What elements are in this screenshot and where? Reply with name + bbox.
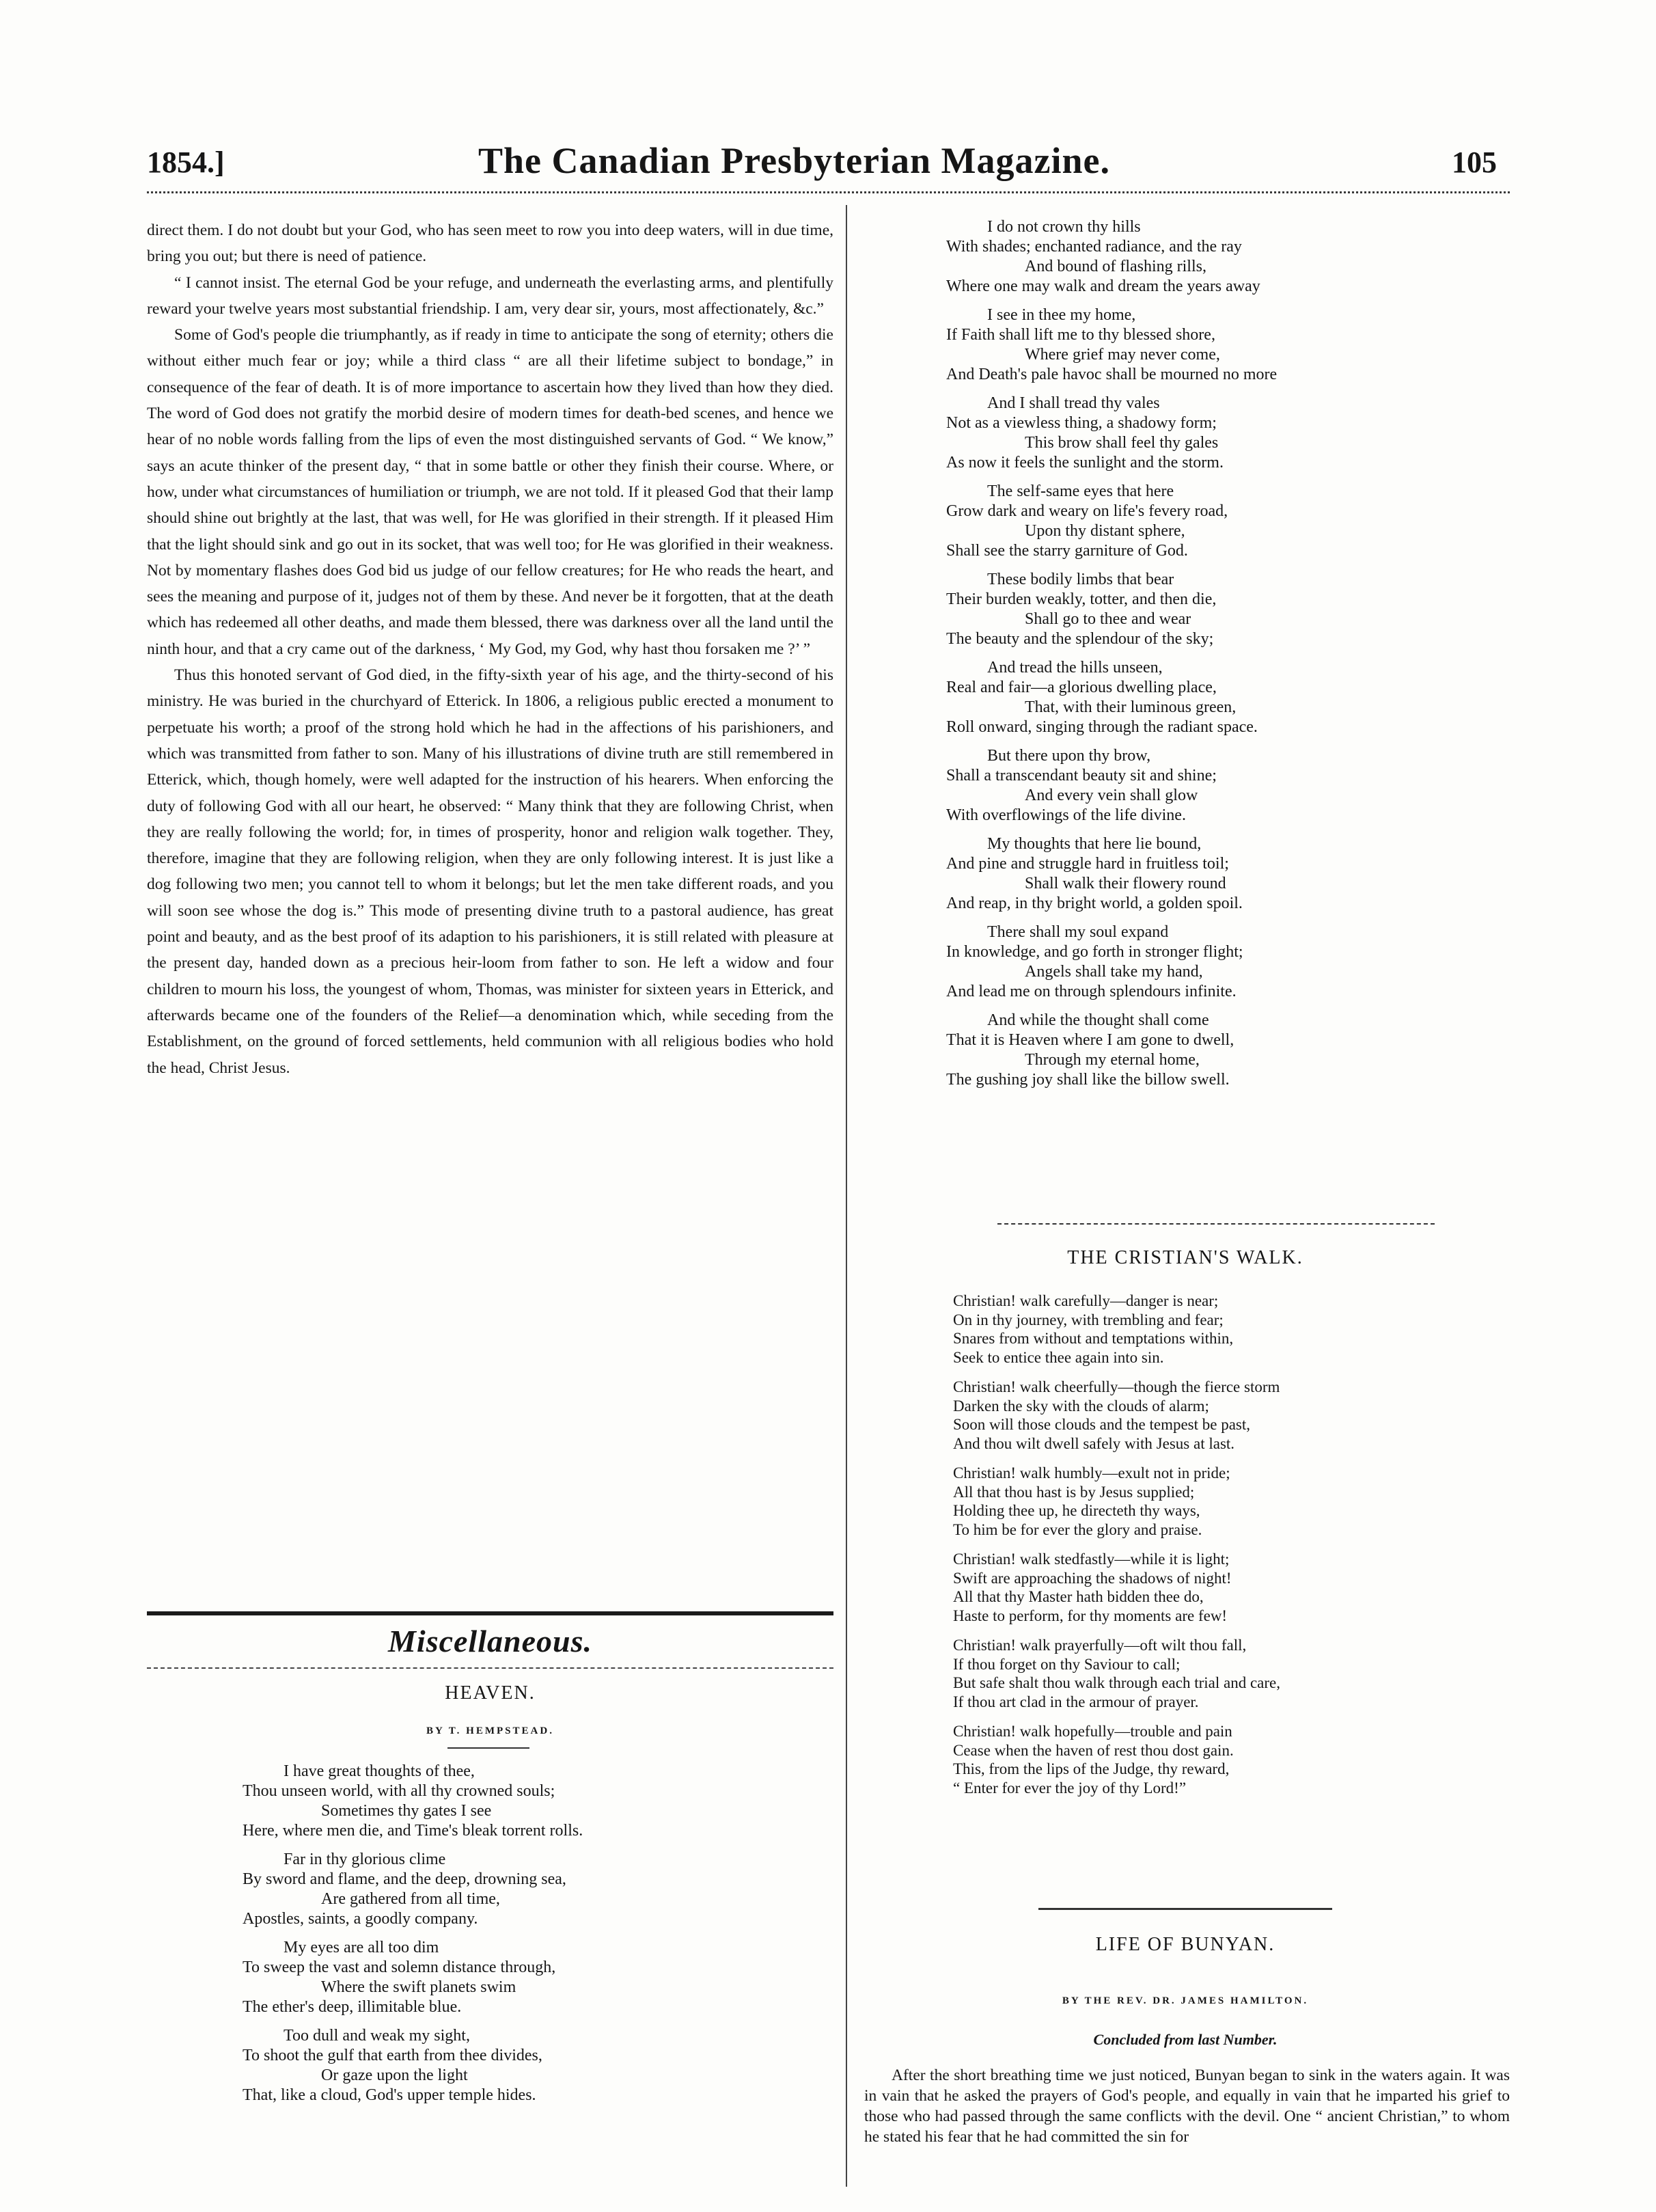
poem-line: That it is Heaven where I am gone to dwell,	[946, 1031, 1234, 1049]
poem-line: There shall my soul expand	[987, 923, 1169, 941]
poem-line: If thou art clad in the armour of prayer.	[953, 1693, 1199, 1710]
paragraph-4: Thus this honoted servant of God died, in the fifty-sixth year of his age, and the thirty-second of his ministry. He was buried in the churchyard of Etterick. In 1806, a religious public erected a monument to perpetuate his worth; a proof of the strong hold which he had in the affections of his parishioners, and which was transmitted from father to son. Many of his illustrations of divine truth are still remembered in Etterick, which, though homely, were well adapted for the instruction of his hearers. When enforcing the duty of following God with all our heart, he observed: “ Many think that they are following Christ, when they are really following the world; for, in times of prosperity, honor and religion walk together. They, therefore, imagine that they are following religion, when they are only following interest. It is just like a dog following two men; you cannot tell to whom it belongs; but let the men take different roads, and you will soon see whose the dog is.” This mode of presenting divine truth to a pastoral audience, has great point and beauty, and as the best proof of its adaption to his parishioners, it is still related with pleasure at the present day, handed down as a precious heir-loom from father to son. He left a widow and four children to mourn his loss, the youngest of whom, Thomas, was minister for sixteen years in Etterick, and afterwards became one of the founders of the Relief—a denomination which, while seceding from the Establishment, on the ground of forced settlements, held communion with all religious bodies who hold the head, Christ Jesus.	[147, 666, 833, 1077]
poem-end-rule	[997, 1223, 1435, 1225]
poem-line: Apostles, saints, a goodly company.	[243, 1910, 478, 1928]
poem-line: Cease when the haven of rest thou dost gain.	[953, 1741, 1234, 1759]
cristians-walk-poem	[953, 1292, 1486, 1808]
poem-line: My thoughts that here lie bound,	[987, 835, 1202, 853]
heaven-poem-left	[243, 1762, 830, 2114]
stanza	[953, 1636, 1486, 1711]
bunyan-paragraph: After the short breathing time we just noticed, Bunyan began to sink in the waters again. It was in vain that he asked the prayers of God's people, and equally in vain that he imparted his grief to those who had passed through the same conflicts with the devil. One “ ancient Christian,” to whom he stated his fear that he had committed the sin for	[864, 2066, 1510, 2146]
poem-line: By sword and flame, and the deep, drowning sea,	[243, 1870, 566, 1888]
poem-line: Too dull and weak my sight,	[284, 2027, 470, 2045]
poem-line: These bodily limbs that bear	[987, 571, 1174, 588]
stanza	[946, 923, 1506, 1002]
stanza	[946, 658, 1506, 737]
header-page-number: 105	[1452, 146, 1497, 179]
section-rule	[147, 1611, 833, 1615]
poem-line: And reap, in thy bright world, a golden spoil.	[946, 895, 1243, 912]
poem-line: “ Enter for ever the joy of thy Lord!”	[953, 1779, 1187, 1797]
left-column	[147, 217, 833, 1081]
poem-line: Not as a viewless thing, a shadowy form;	[946, 414, 1217, 432]
stanza	[953, 1722, 1486, 1797]
poem-line: And thou wilt dwell safely with Jesus at last.	[953, 1434, 1235, 1452]
poem-line: Christian! walk hopefully—trouble and pain	[953, 1723, 1232, 1740]
stanza	[946, 482, 1506, 561]
miscellaneous-heading: Miscellaneous.	[388, 1624, 592, 1658]
poem-line: Through my eternal home,	[1025, 1051, 1200, 1069]
poem-line: Darken the sky with the clouds of alarm;	[953, 1397, 1209, 1415]
bunyan-author: BY THE REV. DR. JAMES HAMILTON.	[1062, 1995, 1309, 2006]
stanza	[243, 1938, 830, 2017]
poem-line: I do not crown thy hills	[987, 218, 1141, 236]
paragraph-3: Some of God's people die triumphantly, as if ready in time to anticipate the song of eternity; others die without either much fear or joy; while a third class “ are all their lifetime subject to bondage,” in consequence of the fear of death. It is of more importance to ascertain how they lived than how they died. The word of God does not gratify the morbid desire of modern times for death-bed scenes, and hence we hear of no noble words falling from the lips of even the most distinguished servants of God. “ We know,” says an acute thinker of the present day, “ that in some battle or other they finish their course. Where, or how, under what circumstances of humiliation or triumph, we are not told. If it pleased God that their lamp should shine out brightly at the last, that was well, for He was glorified in their strength. If it pleased Him that the light should sink and go out in its socket, that was well too; for He was glorified in their weakness. Not by momentary flashes does God bid us judge of our fellow creatures; for He who reads the heart, and sees the meaning and purpose of it, judges not of them by these. And never be it forgotten, that at the death which has redeemed all other deaths, and made them blessed, there was darkness over all the land until the ninth hour, and that a cry came out of the darkness, ‘ My God, my God, why hast thou forsaken me ?’ ”	[147, 326, 833, 658]
poem-line: And tread the hills unseen,	[987, 659, 1163, 677]
poem-line: Far in thy glorious clime	[284, 1851, 446, 1868]
heaven-author: BY T. HEMPSTEAD.	[426, 1725, 554, 1736]
poem-line: If Faith shall lift me to thy blessed shore,	[946, 326, 1215, 344]
poem-line: Snares from without and temptations within,	[953, 1330, 1234, 1347]
poem-line: Christian! walk prayerfully—oft wilt thou fall,	[953, 1637, 1247, 1654]
bunyan-subtitle: Concluded from last Number.	[1093, 2031, 1278, 2048]
poem-line: On in thy journey, with trembling and fear;	[953, 1311, 1224, 1328]
paragraph-1: direct them. I do not doubt but your God, who has seen meet to row you into deep waters, will in due time, bring you out; but there is need of patience.	[147, 221, 833, 266]
poem-line: All that thy Master hath bidden thee do,	[953, 1588, 1204, 1605]
poem-line: In knowledge, and go forth in stronger flight;	[946, 943, 1243, 961]
author-rule	[447, 1747, 529, 1749]
stanza	[946, 394, 1506, 473]
poem-line: Christian! walk stedfastly—while it is light;	[953, 1551, 1230, 1568]
stanza	[946, 1011, 1506, 1090]
poem-line: Where one may walk and dream the years away	[946, 277, 1260, 295]
poem-line: Shall see the starry garniture of God.	[946, 542, 1188, 560]
header-rule	[147, 191, 1510, 193]
paragraph-2: “ I cannot insist. The eternal God be your refuge, and underneath the everlasting arms, and plentifully reward your twelve years most substantial friendship. I am, very dear sir, yours, most affectionately, &c.”	[147, 273, 833, 318]
poem-line: Or gaze upon the light	[321, 2066, 468, 2084]
poem-line: Holding thee up, he directeth thy ways,	[953, 1502, 1200, 1519]
poem-line: And bound of flashing rills,	[1025, 258, 1206, 275]
heaven-poem-right	[946, 217, 1506, 1099]
poem-line: And every vein shall glow	[1025, 787, 1198, 804]
poem-line: Real and fair—a glorious dwelling place,	[946, 679, 1217, 696]
heaven-title: HEAVEN.	[445, 1682, 536, 1704]
header-year: 1854.]	[147, 146, 225, 179]
poem-line: Shall go to thee and wear	[1025, 610, 1191, 628]
stanza	[946, 305, 1506, 385]
stanza	[953, 1378, 1486, 1453]
poem-line: And while the thought shall come	[987, 1011, 1209, 1029]
stanza	[243, 1762, 830, 1841]
poem-line: Upon thy distant sphere,	[1025, 522, 1185, 540]
stanza	[946, 570, 1506, 649]
poem-line: Seek to entice thee again into sin.	[953, 1348, 1164, 1366]
poem-line: Sometimes thy gates I see	[321, 1802, 492, 1820]
poem-line: Are gathered from all time,	[321, 1890, 500, 1908]
poem-line: If thou forget on thy Saviour to call;	[953, 1655, 1181, 1673]
poem-line: But safe shalt thou walk through each trial and care,	[953, 1674, 1281, 1691]
stanza	[243, 1850, 830, 1929]
poem-line: To sweep the vast and solemn distance through,	[243, 1958, 556, 1976]
poem-line: This brow shall feel thy gales	[1025, 434, 1219, 452]
stanza	[953, 1292, 1486, 1367]
stanza	[946, 746, 1506, 825]
poem-line: And lead me on through splendours infinite.	[946, 983, 1237, 1000]
poem-line: With shades; enchanted radiance, and the ray	[946, 238, 1242, 256]
column-divider	[846, 205, 847, 2187]
poem-line: All that thou hast is by Jesus supplied;	[953, 1483, 1195, 1501]
poem-line: As now it feels the sunlight and the storm.	[946, 454, 1224, 472]
cristians-walk-title: THE CRISTIAN'S WALK.	[1067, 1247, 1303, 1268]
poem-line: My eyes are all too dim	[284, 1939, 439, 1956]
poem-line: The self-same eyes that here	[987, 482, 1174, 500]
poem-line: That, like a cloud, God's upper temple hides.	[243, 2086, 536, 2104]
poem-line: To him be for ever the glory and praise.	[953, 1520, 1202, 1538]
stanza	[953, 1550, 1486, 1625]
poem-line: And Death's pale havoc shall be mourned no more	[946, 366, 1278, 383]
poem-line: Angels shall take my hand,	[1025, 963, 1203, 981]
poem-line: Shall walk their flowery round	[1025, 875, 1226, 892]
poem-line: The gushing joy shall like the billow swell.	[946, 1071, 1230, 1089]
poem-line: Shall a transcendant beauty sit and shine;	[946, 767, 1217, 784]
poem-line: Haste to perform, for thy moments are few!	[953, 1607, 1228, 1624]
poem-line: Where the swift planets swim	[321, 1978, 516, 1996]
poem-line: The ether's deep, illimitable blue.	[243, 1998, 462, 2016]
stanza	[953, 1464, 1486, 1539]
poem-line: That, with their luminous green,	[1025, 698, 1237, 716]
poem-line: Swift are approaching the shadows of night!	[953, 1569, 1232, 1587]
poem-line: Soon will those clouds and the tempest be past,	[953, 1416, 1251, 1433]
stanza	[946, 217, 1506, 297]
header-title: The Canadian Presbyterian Magazine.	[478, 140, 1110, 181]
dashed-rule	[147, 1667, 833, 1669]
poem-line: To shoot the gulf that earth from thee divides,	[243, 2047, 542, 2064]
bunyan-article	[864, 2065, 1510, 2147]
poem-line: I see in thee my home,	[987, 306, 1136, 324]
poem-line: Christian! walk humbly—exult not in pride;	[953, 1464, 1230, 1482]
poem-line: The beauty and the splendour of the sky;	[946, 630, 1214, 648]
poem-line: Grow dark and weary on life's fevery road,	[946, 502, 1228, 520]
poem-line: Christian! walk cheerfully—though the fierce storm	[953, 1378, 1280, 1395]
poem-line: With overflowings of the life divine.	[946, 806, 1186, 824]
section-rule-right	[1038, 1908, 1332, 1910]
poem-line: Roll onward, singing through the radiant space.	[946, 718, 1258, 736]
stanza	[946, 834, 1506, 914]
poem-line: Where grief may never come,	[1025, 346, 1220, 364]
poem-line: I have great thoughts of thee,	[284, 1762, 475, 1780]
stanza	[243, 2026, 830, 2105]
poem-line: Here, where men die, and Time's bleak torrent rolls.	[243, 1822, 583, 1840]
bunyan-title: LIFE OF BUNYAN.	[1095, 1934, 1275, 1955]
poem-line: Christian! walk carefully—danger is near;	[953, 1292, 1219, 1309]
poem-line: Their burden weakly, totter, and then die,	[946, 590, 1217, 608]
poem-line: And I shall tread thy vales	[987, 394, 1160, 412]
poem-line: Thou unseen world, with all thy crowned souls;	[243, 1782, 555, 1800]
poem-line: And pine and struggle hard in fruitless toil;	[946, 855, 1229, 873]
poem-line: This, from the lips of the Judge, thy reward,	[953, 1760, 1230, 1777]
poem-line: But there upon thy brow,	[987, 747, 1151, 765]
